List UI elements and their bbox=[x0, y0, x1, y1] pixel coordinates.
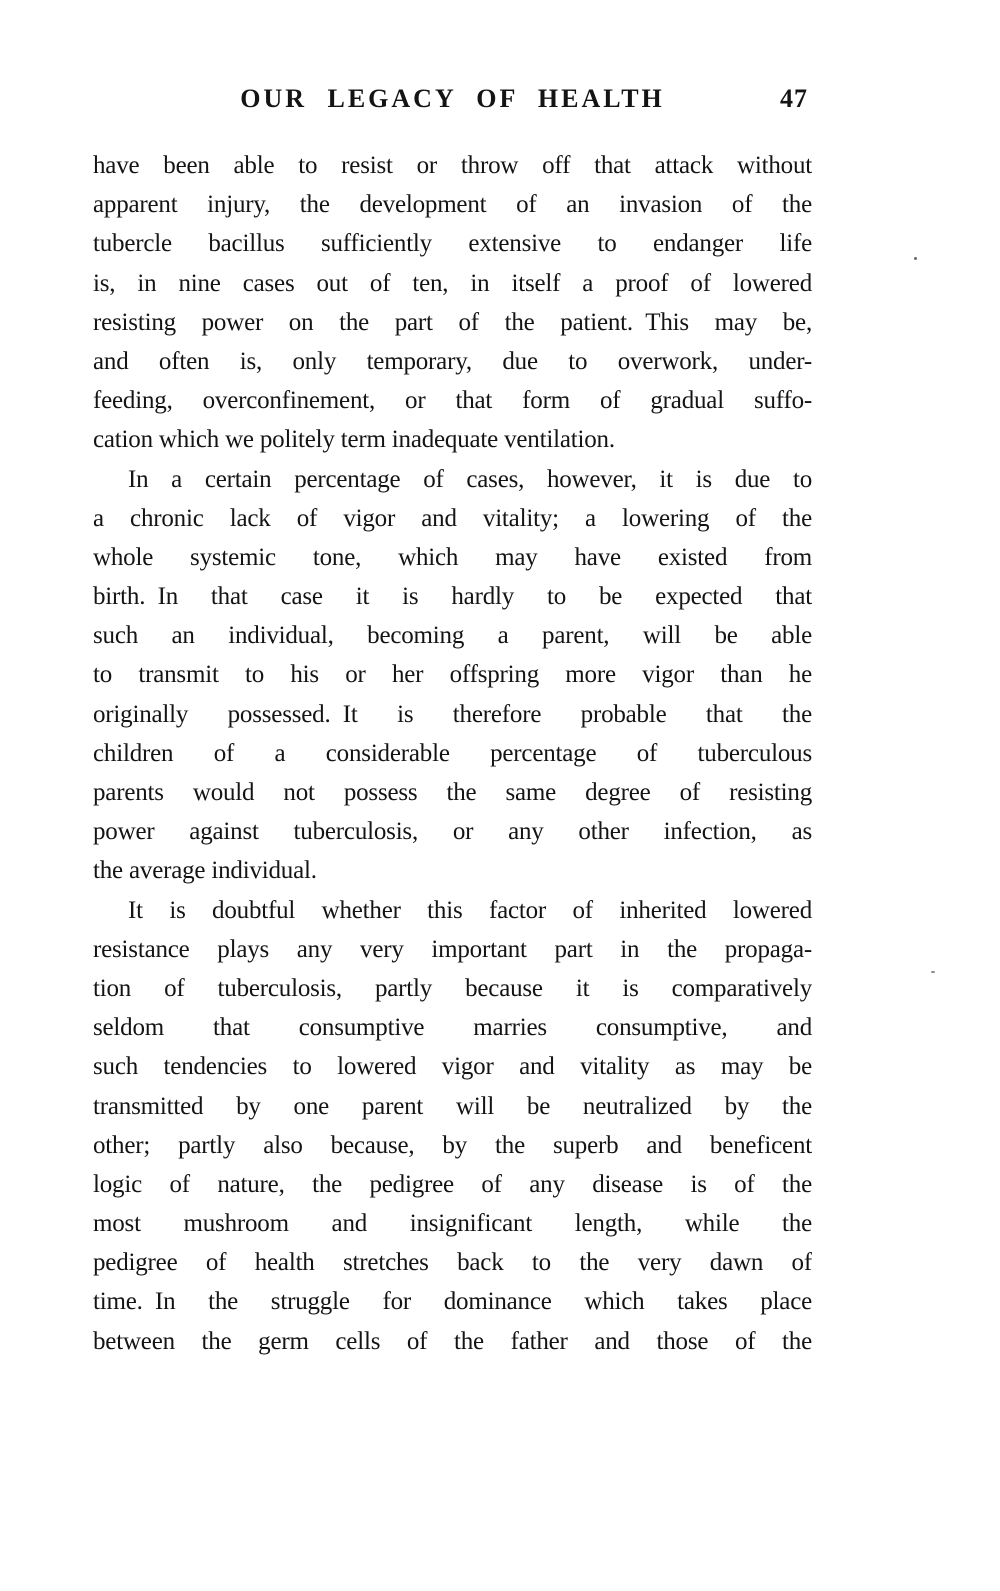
text-line: time. In the struggle for dominance which takes place bbox=[93, 1288, 812, 1316]
text-line: feeding, overconfinement, or that form of gradual suffo- bbox=[93, 387, 812, 415]
text-line: It is doubtful whether this factor of inherited lowered bbox=[128, 896, 812, 924]
text-line: the average individual. bbox=[93, 857, 317, 885]
text-line: cation which we politely term inadequate ventilation. bbox=[93, 426, 615, 454]
text-line: seldom that consumptive marries consumptive, and bbox=[93, 1014, 812, 1042]
text-line: power against tuberculosis, or any other infection, as bbox=[93, 818, 812, 846]
text-line: children of a considerable percentage of tuberculous bbox=[93, 739, 812, 767]
text-line: such tendencies to lowered vigor and vitality as may be bbox=[93, 1053, 812, 1081]
text-line: resisting power on the part of the patient. This may be, bbox=[93, 308, 812, 336]
text-line: tubercle bacillus sufficiently extensive to endanger life bbox=[93, 230, 812, 258]
text-line: parents would not possess the same degree of resisting bbox=[93, 779, 812, 806]
scan-speck-icon bbox=[914, 257, 917, 260]
text-line: other; partly also because, by the superb and beneficent bbox=[93, 1131, 812, 1159]
running-title: OUR LEGACY OF HEALTH bbox=[240, 84, 665, 113]
text-line: such an individual, becoming a parent, will be able bbox=[93, 622, 812, 650]
paragraph bbox=[93, 460, 812, 891]
text-line: logic of nature, the pedigree of any disease is of the bbox=[93, 1170, 812, 1198]
page-header bbox=[93, 84, 812, 118]
text-line: apparent injury, the development of an invasion of the bbox=[93, 191, 812, 219]
text-line: tion of tuberculosis, partly because it is comparatively bbox=[93, 974, 812, 1002]
text-line: most mushroom and insignificant length, while the bbox=[93, 1210, 812, 1238]
text-line: between the germ cells of the father and those of the bbox=[93, 1327, 812, 1355]
scan-speck-icon bbox=[931, 971, 935, 973]
paragraph bbox=[93, 146, 812, 460]
text-line: to transmit to his or her offspring more vigor than he bbox=[93, 661, 812, 689]
text-line: a chronic lack of vigor and vitality; a lowering of the bbox=[93, 504, 812, 532]
text-line: resistance plays any very important part in the propaga- bbox=[93, 935, 812, 963]
text-line: In a certain percentage of cases, however, it is due to bbox=[128, 465, 812, 493]
text-line: and often is, only temporary, due to overwork, under- bbox=[93, 347, 812, 375]
text-line: transmitted by one parent will be neutralized by the bbox=[93, 1092, 812, 1120]
text-line: is, in nine cases out of ten, in itself a proof of lowered bbox=[93, 269, 812, 297]
text-line: pedigree of health stretches back to the very dawn of bbox=[93, 1249, 812, 1277]
text-line: have been able to resist or throw off that attack without bbox=[93, 152, 812, 179]
text-line: whole systemic tone, which may have existed from bbox=[93, 543, 812, 571]
text-line: originally possessed. It is therefore probable that the bbox=[93, 700, 812, 728]
text-line: birth. In that case it is hardly to be expected that bbox=[93, 583, 812, 611]
paragraph bbox=[93, 891, 812, 1361]
page-body bbox=[93, 146, 812, 1361]
page-number: 47 bbox=[780, 84, 808, 113]
